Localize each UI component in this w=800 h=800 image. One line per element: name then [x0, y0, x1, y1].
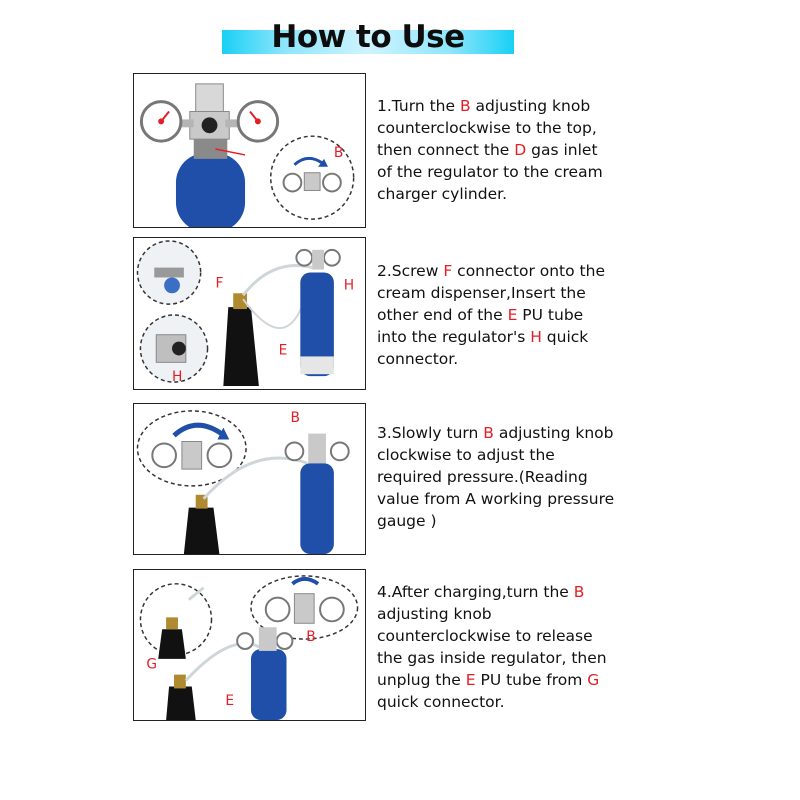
highlight-letter: B — [483, 424, 494, 442]
step-text-segment: 4.After charging,turn the — [377, 583, 574, 601]
step-2-text — [377, 260, 617, 370]
page-title: How to Use — [271, 19, 465, 55]
detail-circle-knob — [271, 136, 354, 219]
detail-circle-bottom — [140, 315, 207, 385]
highlight-letter: F — [443, 262, 453, 280]
step-1-text — [377, 95, 617, 205]
label-b: B — [333, 144, 344, 161]
label-b: B — [306, 629, 316, 646]
label-h-detail: H — [172, 369, 183, 386]
step-2-illustration — [133, 237, 366, 390]
step-text-segment: PU tube from — [475, 671, 588, 689]
step-text-segment: adjusting knob counterclockwise to the top, then connect the — [377, 97, 597, 159]
step-text-segment: PU tube into the regulator's — [377, 306, 584, 346]
label-h: H — [343, 277, 355, 294]
label-e: E — [278, 342, 288, 359]
label-f: F — [215, 275, 224, 292]
highlight-letter: G — [587, 671, 600, 689]
highlight-letter: B — [459, 97, 471, 115]
blue-cylinder — [296, 250, 354, 376]
step-text-segment: 2.Screw — [377, 262, 444, 280]
step-4-illustration — [133, 569, 366, 721]
pressure-gauge-left — [141, 102, 180, 141]
step-text-segment: gas inlet of the regulator to the cream charger cylinder. — [377, 141, 603, 203]
highlight-letter: E — [507, 306, 518, 324]
detail-circle-left — [140, 584, 211, 659]
step-text-segment: connector onto the cream dispenser,Insert the other end of the — [377, 262, 605, 324]
step-3-text — [377, 422, 617, 532]
label-b: B — [290, 409, 300, 426]
step-text-segment: 1.Turn the — [377, 97, 460, 115]
highlight-letter: D — [514, 141, 527, 159]
step-text-segment: quick connector. — [377, 693, 505, 711]
pressure-gauge-right — [238, 102, 277, 141]
label-g: G — [146, 656, 158, 673]
highlight-letter: B — [573, 583, 585, 601]
cream-dispenser — [146, 657, 195, 720]
step-text-segment: adjusting knob clockwise to adjust the required pressure.(Reading value from A working pressure gauge ) — [377, 424, 615, 530]
step-1-illustration — [133, 73, 366, 228]
step-4-text — [377, 581, 617, 713]
step-text-segment: adjusting knob counterclockwise to release the gas inside regulator, then unplug the — [377, 605, 607, 689]
blue-cylinder — [237, 627, 316, 720]
cream-dispenser — [184, 495, 220, 554]
highlight-letter: E — [465, 671, 476, 689]
label-e: E — [225, 693, 235, 710]
cream-dispenser — [215, 275, 258, 386]
highlight-letter: H — [530, 328, 542, 346]
step-3-illustration — [133, 403, 366, 555]
step-text-segment: quick connector. — [377, 328, 589, 368]
regulator — [172, 84, 247, 139]
blue-cylinder — [286, 410, 349, 554]
detail-circle-top — [137, 241, 200, 304]
step-text-segment: 3.Slowly turn — [377, 424, 484, 442]
